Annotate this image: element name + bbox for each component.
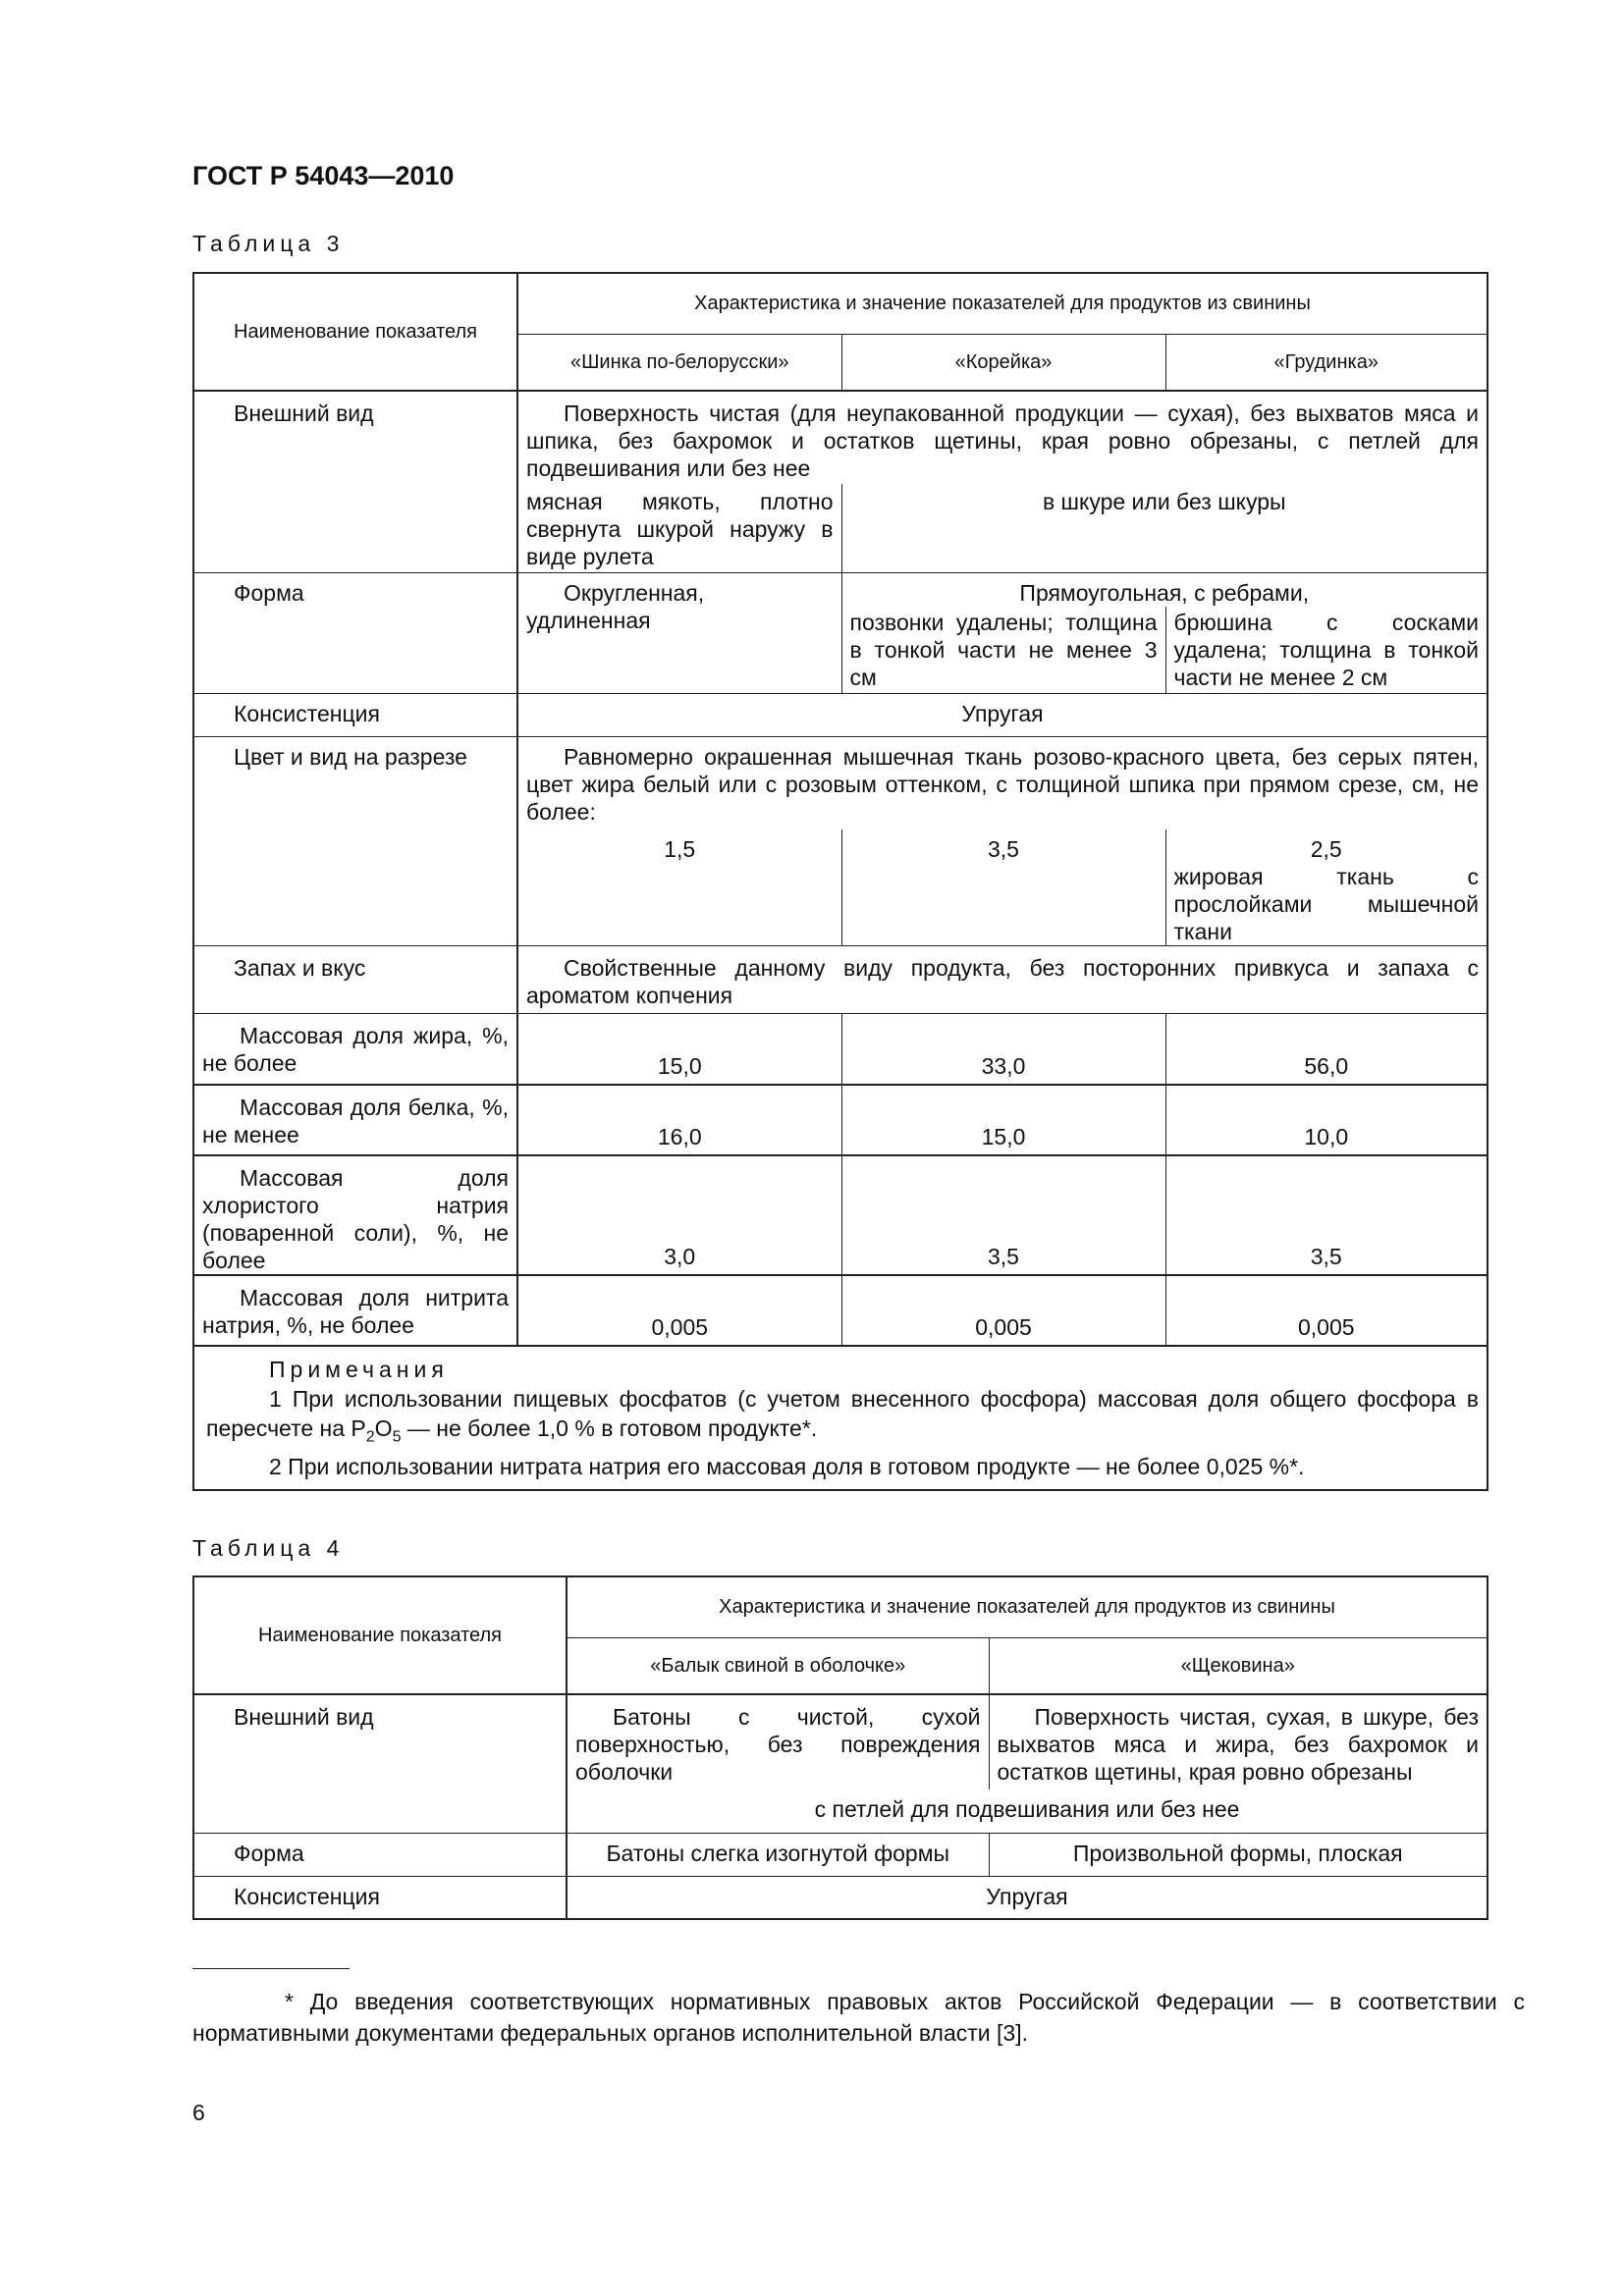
appearance-balyk-text: Батоны с чистой, сухой поверхностью, без повреждения оболочки [567, 1694, 989, 1789]
row-label-form: Форма [193, 573, 517, 694]
consistency-value: Упругая [517, 694, 1488, 737]
fat-value: 33,0 [841, 1014, 1165, 1085]
notes-title: Примечания [269, 1356, 449, 1382]
appearance-shchekovina-text: Поверхность чистая, сухая, в шкуре, без выхватов мяса и жира, без бахромок и остатков щетины, края ровно обрезаны [997, 1704, 1480, 1785]
note-1: 1 При использовании пищевых фосфатов (с учетом внесенного фосфора) массовая доля общего фосфора в пересчете на $P_2O_5$ — не более 1,0 % в готовом продукте*. [206, 1385, 1479, 1446]
smell-value: Свойственные данному виду продукта, без посторонних привкуса и запаха с ароматом копчения [517, 946, 1488, 1014]
footnote: * До введения соответствующих нормативных правовых актов Российской Федерации — в соответствии с нормативными документами федеральных органов исполнительной власти [3]. [192, 1989, 1525, 2046]
consistency-value: Упругая [986, 1883, 1068, 1909]
table3-group-header: Характеристика и значение показателей для продуктов из свинины [517, 273, 1488, 334]
protein-value: 15,0 [841, 1085, 1165, 1155]
table3-col-name-header: Наименование показателя [193, 273, 517, 391]
table3 [192, 272, 1488, 1491]
table4-caption: Таблица 4 [192, 1535, 345, 1561]
row-label-consistency: Консистенция [193, 694, 517, 737]
table4-col-name-header: Наименование показателя [193, 1576, 567, 1694]
salt-value: 3,5 [1165, 1155, 1488, 1275]
fat-value: 15,0 [517, 1014, 841, 1085]
row-label-form: Форма [193, 1833, 567, 1876]
row-label-smell: Запах и вкус [193, 946, 517, 1014]
row-label-protein: Массовая доля белка, %, не менее [193, 1085, 517, 1155]
form-common-text: Прямоугольная, с ребрами, [1019, 580, 1310, 606]
protein-value: 10,0 [1165, 1085, 1488, 1155]
appearance-shinka-text: мясная мякоть, плотно свернута шкурой наружу в виде рулета [517, 484, 841, 573]
nitrite-value: 0,005 [1165, 1275, 1488, 1346]
form-grudinka-text: брюшина с сосками удалена; толщина в тонкой части не менее 2 см [1165, 607, 1488, 694]
table3-product-header: «Шинка по-белорусски» [517, 334, 841, 391]
note-2: 2 При использовании нитрата натрия его массовая доля в готовом продукте — не более 0,025 %*. [269, 1454, 1305, 1480]
table3-caption: Таблица 3 [192, 231, 345, 256]
row-label-consistency: Консистенция [193, 1876, 567, 1919]
row-label-color: Цвет и вид на разрезе [193, 737, 517, 946]
table4 [192, 1575, 1488, 1920]
form-balyk-text: Батоны слегка изогнутой формы [567, 1833, 989, 1876]
protein-value: 16,0 [517, 1085, 841, 1155]
color-koreika-value: 3,5 [841, 829, 1165, 946]
nitrite-value: 0,005 [517, 1275, 841, 1346]
table4-group-header: Характеристика и значение показателей для продуктов из свинины [567, 1576, 1488, 1637]
row-label-nitrite: Массовая доля нитрита натрия, %, не более [193, 1275, 517, 1346]
color-common-text: Равномерно окрашенная мышечная ткань розово-красного цвета, без серых пятен, цвет жира белый или с розовым оттенком, с толщиной шпика при прямом срезе, см, не более: [526, 744, 1479, 825]
row-label-salt: Массовая доля хлористого натрия (поваренной соли), %, не более [193, 1155, 517, 1275]
table3-notes [193, 1346, 1488, 1491]
salt-value: 3,0 [517, 1155, 841, 1275]
row-label-appearance: Внешний вид [193, 1694, 567, 1833]
document-header: ГОСТ Р 54043—2010 [192, 161, 455, 190]
table3-product-header: «Корейка» [841, 334, 1165, 391]
appearance-koreika-grudinka-text: в шкуре или без шкуры [841, 484, 1488, 573]
row-label-fat: Массовая доля жира, %, не более [193, 1014, 517, 1085]
footnote-separator [192, 1968, 350, 1969]
table4-product-header: «Балык свиной в оболочке» [567, 1637, 989, 1694]
form-shinka-text: Округленная, удлиненная [517, 573, 841, 694]
table4-product-header: «Щековина» [989, 1637, 1488, 1694]
appearance-common-text: Поверхность чистая (для неупакованной продукции — сухая), без выхватов мяса и шпика, без бахромок и остатков щетины, края ровно обрезаны, с петлей для подвешивания или без нее [526, 400, 1479, 481]
nitrite-value: 0,005 [841, 1275, 1165, 1346]
salt-value: 3,5 [841, 1155, 1165, 1275]
appearance-common-text: с петлей для подвешивания или без нее [567, 1789, 1488, 1833]
color-grudinka-value: 2,5 [1310, 836, 1342, 862]
page-number: 6 [192, 2100, 205, 2125]
table3-product-header: «Грудинка» [1165, 334, 1488, 391]
form-koreika-text: позвонки удалены; толщина в тонкой части не менее 3 см [841, 607, 1165, 694]
row-label-appearance: Внешний вид [193, 391, 517, 573]
color-shinka-value: 1,5 [517, 829, 841, 946]
fat-value: 56,0 [1165, 1014, 1488, 1085]
form-shchekovina-text: Произвольной формы, плоская [989, 1833, 1488, 1876]
color-grudinka-note: жировая ткань с прослойками мышечной ткани [1173, 864, 1479, 944]
